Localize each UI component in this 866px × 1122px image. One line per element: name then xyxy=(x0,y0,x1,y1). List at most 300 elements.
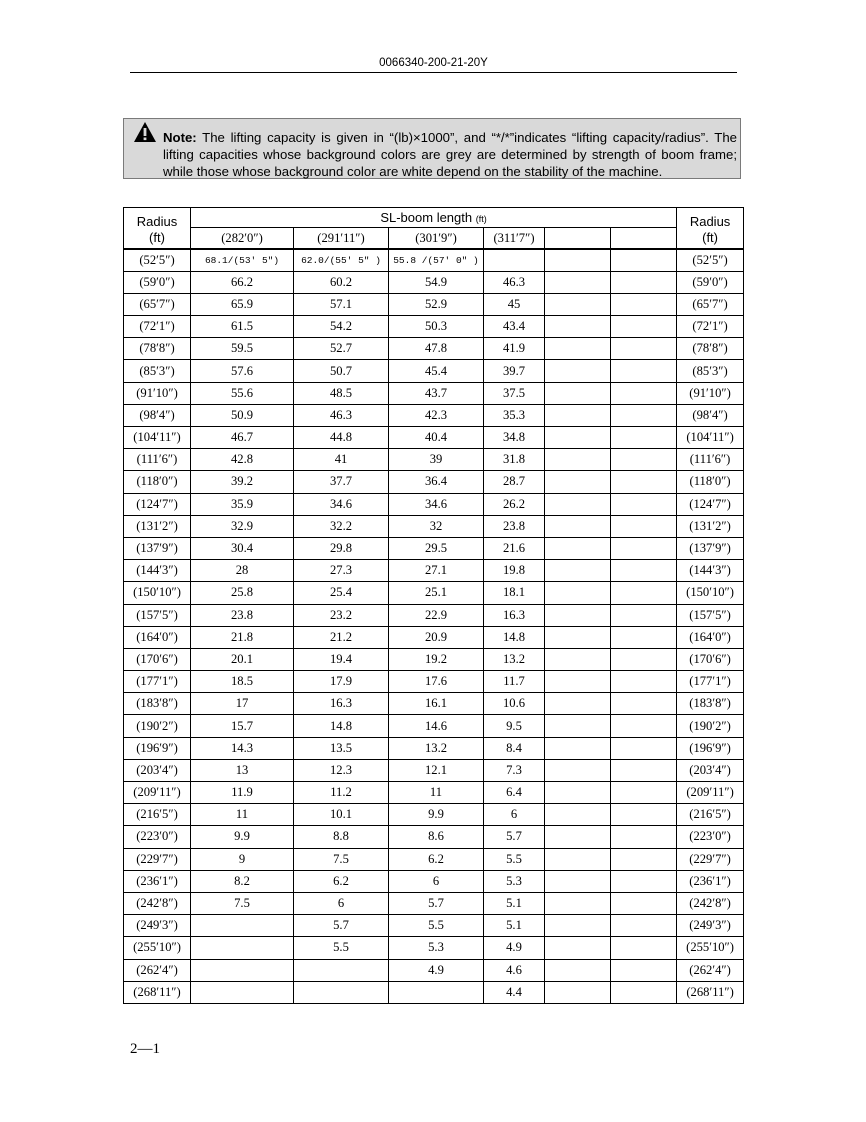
capacity-cell xyxy=(611,449,677,471)
capacity-cell: 5.3 xyxy=(389,937,484,959)
capacity-cell xyxy=(545,959,611,981)
table-row xyxy=(124,360,744,382)
capacity-cell xyxy=(611,493,677,515)
capacity-cell: 21.8 xyxy=(191,626,294,648)
capacity-cell: 8.8 xyxy=(294,826,389,848)
capacity-cell: 9.9 xyxy=(389,804,484,826)
boom-length-header: SL-boom length (ft) xyxy=(191,208,677,228)
capacity-cell: 4.9 xyxy=(389,959,484,981)
capacity-cell: 45 xyxy=(484,293,545,315)
capacity-cell xyxy=(611,737,677,759)
capacity-cell: 27.1 xyxy=(389,560,484,582)
capacity-cell: 31.8 xyxy=(484,449,545,471)
capacity-cell xyxy=(294,959,389,981)
capacity-cell: 50.3 xyxy=(389,316,484,338)
capacity-cell: 43.4 xyxy=(484,316,545,338)
boom-length-row xyxy=(124,228,744,250)
radius-cell-right: (236′1″) xyxy=(677,870,744,892)
radius-cell-left: (78′8″) xyxy=(124,338,191,360)
capacity-cell: 30.4 xyxy=(191,537,294,559)
capacity-cell: 7.5 xyxy=(191,892,294,914)
capacity-cell: 16.3 xyxy=(294,693,389,715)
capacity-cell: 6.4 xyxy=(484,782,545,804)
capacity-cell: 14.6 xyxy=(389,715,484,737)
capacity-cell xyxy=(545,271,611,293)
capacity-cell: 6.2 xyxy=(389,848,484,870)
radius-cell-right: (229′7″) xyxy=(677,848,744,870)
note-box xyxy=(123,118,741,179)
capacity-cell: 23.8 xyxy=(484,515,545,537)
radius-cell-right: (268′11″) xyxy=(677,981,744,1003)
radius-cell-right: (196′9″) xyxy=(677,737,744,759)
radius-cell-right: (59′0″) xyxy=(677,271,744,293)
capacity-cell: 8.2 xyxy=(191,870,294,892)
capacity-cell xyxy=(545,293,611,315)
radius-cell-left: (111′6″) xyxy=(124,449,191,471)
table-row xyxy=(124,293,744,315)
boom-length-cell: (311′7″) xyxy=(484,228,545,250)
capacity-cell: 54.9 xyxy=(389,271,484,293)
capacity-cell: 8.4 xyxy=(484,737,545,759)
capacity-cell: 17 xyxy=(191,693,294,715)
radius-cell-left: (268′11″) xyxy=(124,981,191,1003)
table-row xyxy=(124,648,744,670)
capacity-cell xyxy=(611,693,677,715)
capacity-cell: 5.5 xyxy=(294,937,389,959)
capacity-cell xyxy=(545,493,611,515)
capacity-cell: 13 xyxy=(191,759,294,781)
capacity-cell xyxy=(545,515,611,537)
capacity-cell xyxy=(545,648,611,670)
capacity-cell: 46.3 xyxy=(294,404,389,426)
capacity-cell xyxy=(545,338,611,360)
capacity-cell xyxy=(294,981,389,1003)
capacity-cell: 9.5 xyxy=(484,715,545,737)
table-row xyxy=(124,915,744,937)
capacity-cell: 6 xyxy=(484,804,545,826)
capacity-cell xyxy=(545,737,611,759)
capacity-cell: 32.2 xyxy=(294,515,389,537)
capacity-cell: 19.8 xyxy=(484,560,545,582)
capacity-cell: 25.1 xyxy=(389,582,484,604)
table-row xyxy=(124,604,744,626)
capacity-cell: 7.5 xyxy=(294,848,389,870)
capacity-cell xyxy=(545,449,611,471)
capacity-cell: 48.5 xyxy=(294,382,389,404)
table-row xyxy=(124,715,744,737)
capacity-cell: 5.7 xyxy=(294,915,389,937)
capacity-cell: 65.9 xyxy=(191,293,294,315)
capacity-cell: 41.9 xyxy=(484,338,545,360)
capacity-cell xyxy=(389,981,484,1003)
radius-cell-left: (196′9″) xyxy=(124,737,191,759)
note-body: The lifting capacity is given in “(lb)×1000”, and “*/*”indicates “lifting capacity/radius”. The lifting capacities whose background colors are grey are determined by strength of boom frame; while those whose background color are white depend on the stability of the machine. xyxy=(163,130,737,179)
radius-header-right: Radius (ft) xyxy=(677,208,744,250)
capacity-cell xyxy=(545,937,611,959)
radius-cell-left: (209′11″) xyxy=(124,782,191,804)
capacity-cell: 14.3 xyxy=(191,737,294,759)
capacity-cell xyxy=(191,981,294,1003)
capacity-cell xyxy=(545,826,611,848)
capacity-cell: 4.4 xyxy=(484,981,545,1003)
capacity-cell: 37.7 xyxy=(294,471,389,493)
capacity-cell: 18.5 xyxy=(191,671,294,693)
lifting-capacity-table xyxy=(123,207,744,1004)
capacity-cell: 11 xyxy=(191,804,294,826)
radius-cell-right: (104′11″) xyxy=(677,427,744,449)
capacity-cell: 41 xyxy=(294,449,389,471)
radius-cell-right: (150′10″) xyxy=(677,582,744,604)
capacity-cell: 57.1 xyxy=(294,293,389,315)
table-row xyxy=(124,404,744,426)
capacity-cell: 5.1 xyxy=(484,915,545,937)
radius-cell-left: (164′0″) xyxy=(124,626,191,648)
capacity-cell: 34.6 xyxy=(294,493,389,515)
capacity-cell xyxy=(611,759,677,781)
boom-length-cell xyxy=(611,228,677,250)
radius-cell-right: (72′1″) xyxy=(677,316,744,338)
capacity-cell: 60.2 xyxy=(294,271,389,293)
capacity-cell: 14.8 xyxy=(294,715,389,737)
capacity-cell xyxy=(545,870,611,892)
capacity-cell: 6 xyxy=(389,870,484,892)
radius-cell-left: (72′1″) xyxy=(124,316,191,338)
capacity-cell: 5.7 xyxy=(389,892,484,914)
capacity-cell xyxy=(545,560,611,582)
radius-cell-right: (170′6″) xyxy=(677,648,744,670)
capacity-cell xyxy=(611,937,677,959)
capacity-cell: 29.8 xyxy=(294,537,389,559)
capacity-cell: 12.3 xyxy=(294,759,389,781)
capacity-cell: 10.6 xyxy=(484,693,545,715)
table-row xyxy=(124,826,744,848)
capacity-cell: 37.5 xyxy=(484,382,545,404)
capacity-cell xyxy=(611,981,677,1003)
capacity-cell xyxy=(611,427,677,449)
radius-cell-right: (223′0″) xyxy=(677,826,744,848)
capacity-cell: 10.1 xyxy=(294,804,389,826)
capacity-cell xyxy=(611,560,677,582)
radius-cell-left: (118′0″) xyxy=(124,471,191,493)
radius-cell-right: (131′2″) xyxy=(677,515,744,537)
radius-cell-right: (98′4″) xyxy=(677,404,744,426)
capacity-cell: 66.2 xyxy=(191,271,294,293)
capacity-cell: 5.3 xyxy=(484,870,545,892)
capacity-cell: 9 xyxy=(191,848,294,870)
table-row xyxy=(124,848,744,870)
boom-length-cell xyxy=(545,228,611,250)
radius-cell-left: (177′1″) xyxy=(124,671,191,693)
boom-length-cell: (291′11″) xyxy=(294,228,389,250)
table-row xyxy=(124,937,744,959)
capacity-cell xyxy=(611,515,677,537)
capacity-cell: 5.5 xyxy=(389,915,484,937)
capacity-cell: 39.7 xyxy=(484,360,545,382)
capacity-cell: 5.1 xyxy=(484,892,545,914)
capacity-cell: 20.9 xyxy=(389,626,484,648)
table-row xyxy=(124,449,744,471)
radius-cell-left: (98′4″) xyxy=(124,404,191,426)
capacity-cell: 7.3 xyxy=(484,759,545,781)
capacity-cell xyxy=(545,915,611,937)
capacity-cell: 68.1/(53′ 5″) xyxy=(191,249,294,271)
capacity-cell xyxy=(545,471,611,493)
radius-cell-left: (104′11″) xyxy=(124,427,191,449)
capacity-cell: 52.9 xyxy=(389,293,484,315)
table-row xyxy=(124,249,744,271)
radius-cell-right: (209′11″) xyxy=(677,782,744,804)
capacity-cell xyxy=(545,981,611,1003)
capacity-cell: 17.9 xyxy=(294,671,389,693)
note-label: Note: xyxy=(163,130,197,145)
radius-cell-left: (229′7″) xyxy=(124,848,191,870)
capacity-cell: 12.1 xyxy=(389,759,484,781)
capacity-cell xyxy=(611,892,677,914)
capacity-cell: 6 xyxy=(294,892,389,914)
capacity-cell: 61.5 xyxy=(191,316,294,338)
capacity-cell xyxy=(611,782,677,804)
boom-length-cell: (301′9″) xyxy=(389,228,484,250)
capacity-cell: 55.6 xyxy=(191,382,294,404)
capacity-cell xyxy=(611,471,677,493)
capacity-cell xyxy=(611,715,677,737)
capacity-cell: 36.4 xyxy=(389,471,484,493)
radius-cell-left: (190′2″) xyxy=(124,715,191,737)
capacity-cell xyxy=(611,537,677,559)
radius-cell-left: (236′1″) xyxy=(124,870,191,892)
capacity-cell: 23.8 xyxy=(191,604,294,626)
capacity-cell: 35.3 xyxy=(484,404,545,426)
radius-cell-left: (144′3″) xyxy=(124,560,191,582)
radius-cell-left: (255′10″) xyxy=(124,937,191,959)
capacity-cell: 62.0/(55′ 5″ ) xyxy=(294,249,389,271)
capacity-cell: 46.7 xyxy=(191,427,294,449)
table-row xyxy=(124,427,744,449)
capacity-cell: 23.2 xyxy=(294,604,389,626)
table-row xyxy=(124,493,744,515)
radius-cell-left: (52′5″) xyxy=(124,249,191,271)
table-row xyxy=(124,981,744,1003)
capacity-cell: 35.9 xyxy=(191,493,294,515)
capacity-cell: 50.9 xyxy=(191,404,294,426)
radius-cell-left: (249′3″) xyxy=(124,915,191,937)
capacity-cell: 34.8 xyxy=(484,427,545,449)
capacity-cell: 47.8 xyxy=(389,338,484,360)
radius-cell-left: (137′9″) xyxy=(124,537,191,559)
capacity-cell xyxy=(611,671,677,693)
radius-cell-right: (137′9″) xyxy=(677,537,744,559)
radius-cell-right: (65′7″) xyxy=(677,293,744,315)
warning-triangle-icon xyxy=(133,121,157,143)
table-row xyxy=(124,804,744,826)
capacity-cell xyxy=(545,382,611,404)
table-row xyxy=(124,338,744,360)
capacity-cell xyxy=(191,959,294,981)
capacity-cell xyxy=(611,293,677,315)
capacity-cell xyxy=(545,759,611,781)
radius-cell-right: (124′7″) xyxy=(677,493,744,515)
capacity-cell: 4.6 xyxy=(484,959,545,981)
capacity-cell xyxy=(545,316,611,338)
table-row xyxy=(124,471,744,493)
radius-cell-left: (59′0″) xyxy=(124,271,191,293)
table-row xyxy=(124,782,744,804)
radius-cell-left: (262′4″) xyxy=(124,959,191,981)
radius-cell-left: (150′10″) xyxy=(124,582,191,604)
capacity-cell: 25.8 xyxy=(191,582,294,604)
capacity-cell xyxy=(611,648,677,670)
capacity-cell: 40.4 xyxy=(389,427,484,449)
capacity-cell xyxy=(191,937,294,959)
capacity-cell xyxy=(611,915,677,937)
capacity-cell: 25.4 xyxy=(294,582,389,604)
table-row xyxy=(124,671,744,693)
capacity-cell xyxy=(611,626,677,648)
table-row xyxy=(124,626,744,648)
radius-cell-right: (216′5″) xyxy=(677,804,744,826)
radius-cell-right: (52′5″) xyxy=(677,249,744,271)
radius-cell-right: (144′3″) xyxy=(677,560,744,582)
capacity-cell: 57.6 xyxy=(191,360,294,382)
capacity-cell xyxy=(545,427,611,449)
capacity-cell: 26.2 xyxy=(484,493,545,515)
capacity-cell: 18.1 xyxy=(484,582,545,604)
capacity-cell: 13.2 xyxy=(389,737,484,759)
capacity-cell: 34.6 xyxy=(389,493,484,515)
capacity-cell: 44.8 xyxy=(294,427,389,449)
capacity-cell xyxy=(611,804,677,826)
table-row xyxy=(124,560,744,582)
radius-cell-right: (177′1″) xyxy=(677,671,744,693)
capacity-cell xyxy=(611,826,677,848)
document-code-header: 0066340-200-21-20Y xyxy=(130,57,737,73)
capacity-cell xyxy=(545,804,611,826)
capacity-cell: 20.1 xyxy=(191,648,294,670)
table-row xyxy=(124,537,744,559)
capacity-cell: 16.1 xyxy=(389,693,484,715)
capacity-cell xyxy=(545,848,611,870)
radius-cell-right: (78′8″) xyxy=(677,338,744,360)
capacity-cell: 28 xyxy=(191,560,294,582)
capacity-cell: 28.7 xyxy=(484,471,545,493)
capacity-cell: 52.7 xyxy=(294,338,389,360)
radius-cell-left: (85′3″) xyxy=(124,360,191,382)
capacity-cell: 55.8 /(57′ 0″ ) xyxy=(389,249,484,271)
capacity-cell xyxy=(611,338,677,360)
capacity-cell: 11.7 xyxy=(484,671,545,693)
capacity-cell: 19.2 xyxy=(389,648,484,670)
table-row xyxy=(124,316,744,338)
capacity-cell xyxy=(545,715,611,737)
note-text xyxy=(163,129,737,180)
capacity-cell: 42.3 xyxy=(389,404,484,426)
capacity-cell: 4.9 xyxy=(484,937,545,959)
capacity-cell: 32.9 xyxy=(191,515,294,537)
capacity-cell: 5.7 xyxy=(484,826,545,848)
table-row xyxy=(124,582,744,604)
capacity-cell xyxy=(484,249,545,271)
page-number: 2—1 xyxy=(130,1041,160,1057)
radius-cell-right: (183′8″) xyxy=(677,693,744,715)
radius-cell-right: (91′10″) xyxy=(677,382,744,404)
capacity-cell xyxy=(611,404,677,426)
radius-cell-left: (223′0″) xyxy=(124,826,191,848)
capacity-cell xyxy=(611,870,677,892)
radius-cell-right: (242′8″) xyxy=(677,892,744,914)
capacity-cell xyxy=(611,249,677,271)
capacity-cell: 50.7 xyxy=(294,360,389,382)
table-row xyxy=(124,959,744,981)
radius-cell-right: (190′2″) xyxy=(677,715,744,737)
radius-cell-left: (131′2″) xyxy=(124,515,191,537)
capacity-cell: 9.9 xyxy=(191,826,294,848)
radius-cell-left: (183′8″) xyxy=(124,693,191,715)
table-row xyxy=(124,382,744,404)
capacity-cell xyxy=(545,693,611,715)
capacity-cell xyxy=(611,360,677,382)
capacity-cell xyxy=(611,316,677,338)
table-row xyxy=(124,693,744,715)
capacity-cell: 11 xyxy=(389,782,484,804)
capacity-cell: 59.5 xyxy=(191,338,294,360)
radius-cell-left: (242′8″) xyxy=(124,892,191,914)
capacity-cell: 45.4 xyxy=(389,360,484,382)
capacity-cell: 21.2 xyxy=(294,626,389,648)
table-row xyxy=(124,515,744,537)
capacity-cell: 22.9 xyxy=(389,604,484,626)
capacity-cell: 46.3 xyxy=(484,271,545,293)
capacity-cell xyxy=(611,382,677,404)
table-row xyxy=(124,892,744,914)
capacity-cell: 8.6 xyxy=(389,826,484,848)
capacity-cell: 11.2 xyxy=(294,782,389,804)
radius-cell-left: (91′10″) xyxy=(124,382,191,404)
radius-cell-left: (203′4″) xyxy=(124,759,191,781)
capacity-cell: 27.3 xyxy=(294,560,389,582)
capacity-cell xyxy=(545,582,611,604)
capacity-cell xyxy=(545,360,611,382)
radius-cell-right: (157′5″) xyxy=(677,604,744,626)
capacity-cell: 42.8 xyxy=(191,449,294,471)
capacity-cell xyxy=(611,582,677,604)
capacity-cell xyxy=(611,848,677,870)
capacity-cell xyxy=(611,604,677,626)
radius-cell-left: (170′6″) xyxy=(124,648,191,670)
capacity-cell: 16.3 xyxy=(484,604,545,626)
radius-cell-right: (118′0″) xyxy=(677,471,744,493)
radius-cell-left: (124′7″) xyxy=(124,493,191,515)
table-row xyxy=(124,271,744,293)
radius-cell-left: (65′7″) xyxy=(124,293,191,315)
radius-cell-right: (203′4″) xyxy=(677,759,744,781)
radius-cell-right: (85′3″) xyxy=(677,360,744,382)
capacity-cell xyxy=(545,537,611,559)
capacity-cell xyxy=(611,959,677,981)
capacity-cell xyxy=(545,249,611,271)
radius-cell-left: (157′5″) xyxy=(124,604,191,626)
capacity-cell: 29.5 xyxy=(389,537,484,559)
capacity-cell: 17.6 xyxy=(389,671,484,693)
capacity-cell xyxy=(611,271,677,293)
capacity-cell: 32 xyxy=(389,515,484,537)
radius-cell-right: (164′0″) xyxy=(677,626,744,648)
capacity-cell xyxy=(545,604,611,626)
capacity-cell: 13.5 xyxy=(294,737,389,759)
radius-cell-right: (111′6″) xyxy=(677,449,744,471)
capacity-cell: 19.4 xyxy=(294,648,389,670)
capacity-cell xyxy=(191,915,294,937)
capacity-cell: 54.2 xyxy=(294,316,389,338)
